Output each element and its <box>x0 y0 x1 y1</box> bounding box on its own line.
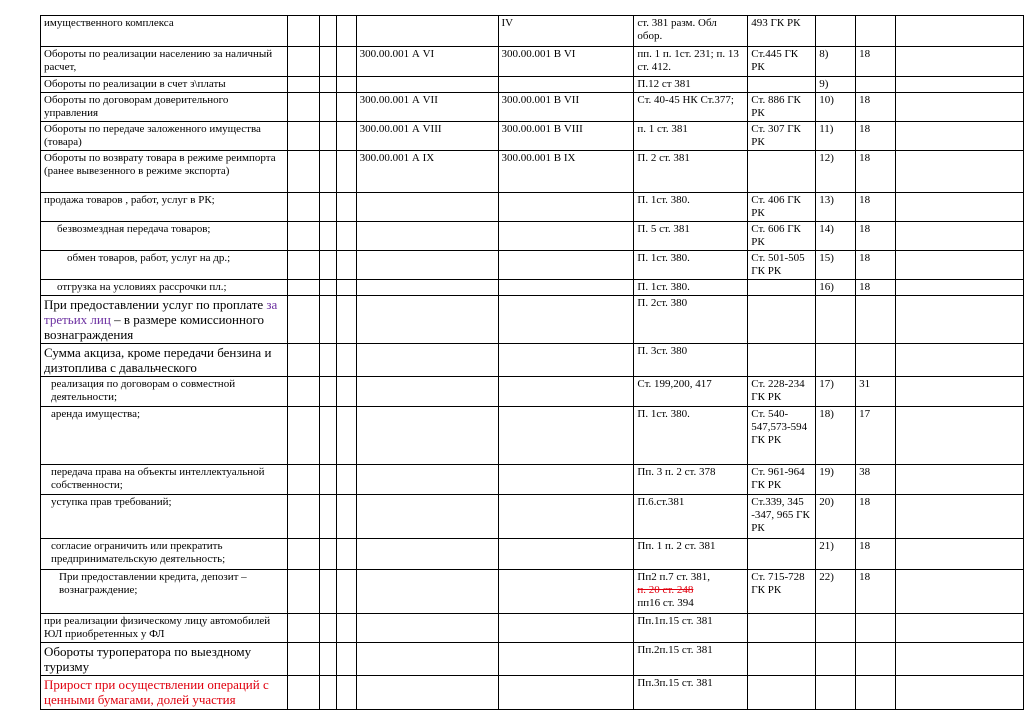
code-b-cell <box>498 643 634 676</box>
number-cell: 14) <box>816 222 856 251</box>
value-cell <box>856 77 896 93</box>
value-cell: 18 <box>856 151 896 193</box>
code-a-cell <box>356 539 498 570</box>
civil-code-ref-cell: Ст. 961-964 ГК РК <box>748 465 816 495</box>
tax-code-ref-cell: пп. 1 п. 1ст. 231; п. 13 ст. 412. <box>634 47 748 77</box>
civil-code-ref-cell <box>748 344 816 377</box>
civil-code-ref-cell <box>748 614 816 643</box>
description-cell: Обороты по передаче заложенного имущества (товара) <box>41 122 288 151</box>
civil-code-ref-cell <box>748 77 816 93</box>
table-row <box>41 296 1024 344</box>
tax-code-ref-cell: Ст. 40-45 НК Ст.377; <box>634 93 748 122</box>
tax-code-ref-cell: Ст. 199,200, 417 <box>634 377 748 407</box>
number-cell <box>816 643 856 676</box>
value-cell: 18 <box>856 280 896 296</box>
number-cell: 8) <box>816 47 856 77</box>
tax-code-ref-cell: П. 1ст. 380. <box>634 280 748 296</box>
code-b-cell: IV <box>498 16 634 47</box>
code-a-cell <box>356 280 498 296</box>
tax-code-ref-cell: Пп. 3 п. 2 ст. 378 <box>634 465 748 495</box>
table-row <box>41 377 1024 407</box>
tax-code-ref-cell: П.6.ст.381 <box>634 495 748 539</box>
table-row <box>41 16 1024 47</box>
code-a-cell: 300.00.001 А VII <box>356 93 498 122</box>
code-b-cell: 300.00.001 В IX <box>498 151 634 193</box>
civil-code-ref-cell <box>748 539 816 570</box>
description-cell: имущественного комплекса <box>41 16 288 47</box>
tax-code-ref-cell: Пп.1п.15 ст. 381 <box>634 614 748 643</box>
tax-code-ref-cell: П. 1ст. 380. <box>634 251 748 280</box>
description-cell: Обороты туроператора по выездному туризму <box>41 643 288 676</box>
code-a-cell <box>356 377 498 407</box>
value-cell <box>856 643 896 676</box>
civil-code-ref-cell <box>748 280 816 296</box>
civil-code-ref-cell <box>748 643 816 676</box>
number-cell: 11) <box>816 122 856 151</box>
value-cell: 18 <box>856 122 896 151</box>
code-b-cell <box>498 377 634 407</box>
code-b-cell: 300.00.001 В VII <box>498 93 634 122</box>
value-cell: 18 <box>856 93 896 122</box>
third-parties-text: за третьих лиц <box>44 297 278 327</box>
description-cell: Обороты по реализации в счет з\платы <box>41 77 288 93</box>
number-cell <box>816 344 856 377</box>
code-a-cell <box>356 344 498 377</box>
code-a-cell <box>356 676 498 710</box>
civil-code-ref-cell: Ст. 606 ГК РК <box>748 222 816 251</box>
struck-reference: п. 20 ст. 248 <box>637 584 694 596</box>
code-b-cell <box>498 407 634 465</box>
code-a-cell <box>356 495 498 539</box>
description-cell: уступка прав требований; <box>41 495 288 539</box>
code-b-cell <box>498 465 634 495</box>
civil-code-ref-cell: Ст.445 ГК РК <box>748 47 816 77</box>
number-cell <box>816 676 856 710</box>
value-cell: 18 <box>856 47 896 77</box>
civil-code-ref-cell: Ст.339, 345 -347, 965 ГК РК <box>748 495 816 539</box>
code-b-cell: 300.00.001 В VI <box>498 47 634 77</box>
description-cell: аренда имущества; <box>41 407 288 465</box>
civil-code-ref-cell: Ст. 540-547,573-594 ГК РК <box>748 407 816 465</box>
value-cell: 17 <box>856 407 896 465</box>
tax-code-ref-cell: ст. 381 разм. Обл обор. <box>634 16 748 47</box>
value-cell: 18 <box>856 193 896 222</box>
number-cell <box>816 16 856 47</box>
description-cell: продажа товаров , работ, услуг в РК; <box>41 193 288 222</box>
value-cell: 18 <box>856 251 896 280</box>
table-row <box>41 93 1024 122</box>
code-b-cell <box>498 251 634 280</box>
code-a-cell <box>356 296 498 344</box>
number-cell: 19) <box>816 465 856 495</box>
code-a-cell <box>356 643 498 676</box>
code-a-cell <box>356 222 498 251</box>
description-cell: передача права на объекты интеллектуальной собственности; <box>41 465 288 495</box>
number-cell: 20) <box>816 495 856 539</box>
table-row <box>41 47 1024 77</box>
value-cell: 38 <box>856 465 896 495</box>
code-b-cell <box>498 193 634 222</box>
number-cell: 13) <box>816 193 856 222</box>
description-cell: отгрузка на условиях рассрочки пл.; <box>41 280 288 296</box>
civil-code-ref-cell: 493 ГК РК <box>748 16 816 47</box>
value-cell <box>856 296 896 344</box>
tax-code-ref-cell: П. 3ст. 380 <box>634 344 748 377</box>
civil-code-ref-cell: Ст. 307 ГК РК <box>748 122 816 151</box>
civil-code-ref-cell <box>748 296 816 344</box>
tax-table <box>40 15 1024 710</box>
code-b-cell: 300.00.001 В VIII <box>498 122 634 151</box>
description-cell: При предоставлении кредита, депозит – вознаграждение; <box>41 570 288 614</box>
number-cell: 18) <box>816 407 856 465</box>
civil-code-ref-cell <box>748 151 816 193</box>
number-cell <box>816 614 856 643</box>
civil-code-ref-cell <box>748 676 816 710</box>
description-cell: Обороты по договорам доверительного управления <box>41 93 288 122</box>
table-row <box>41 465 1024 495</box>
value-cell: 18 <box>856 222 896 251</box>
number-cell <box>816 296 856 344</box>
table-row <box>41 407 1024 465</box>
number-cell: 15) <box>816 251 856 280</box>
code-b-cell <box>498 77 634 93</box>
tax-code-ref-cell: п. 1 ст. 381 <box>634 122 748 151</box>
code-a-cell <box>356 251 498 280</box>
civil-code-ref-cell: Ст. 501-505 ГК РК <box>748 251 816 280</box>
civil-code-ref-cell: Ст. 886 ГК РК <box>748 93 816 122</box>
table-row <box>41 344 1024 377</box>
number-cell: 22) <box>816 570 856 614</box>
tax-code-ref-cell: П.12 ст 381 <box>634 77 748 93</box>
code-a-cell <box>356 407 498 465</box>
code-a-cell: 300.00.001 А VI <box>356 47 498 77</box>
number-cell: 10) <box>816 93 856 122</box>
value-cell <box>856 16 896 47</box>
value-cell <box>856 614 896 643</box>
value-cell: 18 <box>856 570 896 614</box>
code-a-cell: 300.00.001 А IX <box>356 151 498 193</box>
table-row <box>41 570 1024 614</box>
tax-code-ref-cell: Пп. 1 п. 2 ст. 381 <box>634 539 748 570</box>
table-row <box>41 676 1024 710</box>
table-row <box>41 222 1024 251</box>
code-b-cell <box>498 344 634 377</box>
tax-code-ref-cell: П. 5 ст. 381 <box>634 222 748 251</box>
table-row <box>41 495 1024 539</box>
table-row <box>41 643 1024 676</box>
code-b-cell <box>498 614 634 643</box>
description-cell: При предоставлении услуг по проплате за третьих лиц – в размере комиссионного вознаграждения <box>41 296 288 344</box>
description-cell: реализация по договорам о совместной деятельности; <box>41 377 288 407</box>
description-cell: обмен товаров, работ, услуг на др.; <box>41 251 288 280</box>
table-row <box>41 614 1024 643</box>
tax-code-ref-cell: Пп.3п.15 ст. 381 <box>634 676 748 710</box>
value-cell <box>856 344 896 377</box>
code-b-cell <box>498 495 634 539</box>
table-row <box>41 251 1024 280</box>
description-cell: согласие ограничить или прекратить предпринимательскую деятельность; <box>41 539 288 570</box>
value-cell: 31 <box>856 377 896 407</box>
tax-code-ref-cell: Пп.2п.15 ст. 381 <box>634 643 748 676</box>
tax-code-ref-cell: П. 2ст. 380 <box>634 296 748 344</box>
tax-code-ref-cell: П. 1ст. 380. <box>634 407 748 465</box>
table-row <box>41 122 1024 151</box>
tax-code-ref-cell: П. 2 ст. 381 <box>634 151 748 193</box>
description-cell: Сумма акциза, кроме передачи бензина и дизтоплива с давальческого <box>41 344 288 377</box>
value-cell: 18 <box>856 495 896 539</box>
tax-code-ref-cell: П. 1ст. 380. <box>634 193 748 222</box>
civil-code-ref-cell: Ст. 406 ГК РК <box>748 193 816 222</box>
description-cell: при реализации физическому лицу автомобилей ЮЛ приобретенных у ФЛ <box>41 614 288 643</box>
code-b-cell <box>498 676 634 710</box>
civil-code-ref-cell: Ст. 715-728 ГК РК <box>748 570 816 614</box>
code-b-cell <box>498 222 634 251</box>
table-row <box>41 280 1024 296</box>
number-cell: 16) <box>816 280 856 296</box>
description-cell: Обороты по возврату товара в режиме реимпорта (ранее вывезенного в режиме экспорта) <box>41 151 288 193</box>
description-cell: Обороты по реализации населению за наличный расчет, <box>41 47 288 77</box>
table-row <box>41 539 1024 570</box>
table-row <box>41 151 1024 193</box>
code-b-cell <box>498 570 634 614</box>
table-row <box>41 193 1024 222</box>
code-a-cell <box>356 614 498 643</box>
code-a-cell <box>356 570 498 614</box>
code-a-cell <box>356 465 498 495</box>
code-b-cell <box>498 539 634 570</box>
code-a-cell: 300.00.001 А VIII <box>356 122 498 151</box>
code-a-cell <box>356 16 498 47</box>
civil-code-ref-cell: Ст. 228-234 ГК РК <box>748 377 816 407</box>
description-cell: безвозмездная передача товаров; <box>41 222 288 251</box>
code-b-cell <box>498 280 634 296</box>
code-a-cell <box>356 193 498 222</box>
number-cell: 21) <box>816 539 856 570</box>
tax-code-ref-cell: Пп2 п.7 ст. 381, п. 20 ст. 248 пп16 ст. 394 <box>634 570 748 614</box>
number-cell: 17) <box>816 377 856 407</box>
value-cell: 18 <box>856 539 896 570</box>
number-cell: 9) <box>816 77 856 93</box>
table-row <box>41 77 1024 93</box>
code-b-cell <box>498 296 634 344</box>
value-cell <box>856 676 896 710</box>
description-cell: Прирост при осуществлении операций с ценными бумагами, долей участия <box>41 676 288 710</box>
code-a-cell <box>356 77 498 93</box>
number-cell: 12) <box>816 151 856 193</box>
